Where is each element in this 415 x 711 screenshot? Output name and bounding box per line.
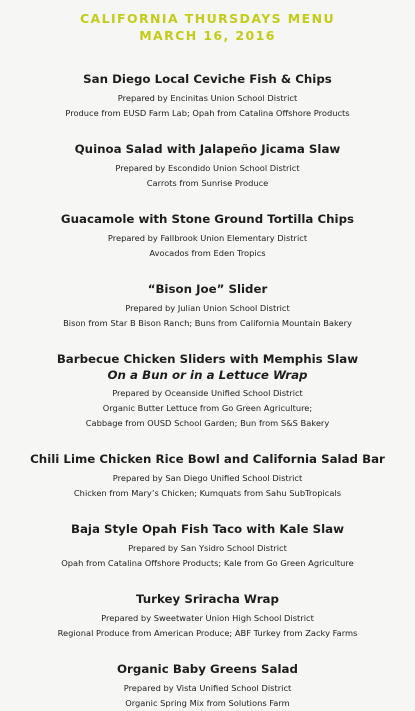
menu-item-prepared-by: Prepared by Sweetwater Union High School District [101,613,314,623]
menu-item-title: Organic Baby Greens Salad [117,662,298,676]
menu-item [0,451,415,501]
menu-item-subtitle: On a Bun or in a Lettuce Wrap [107,368,308,382]
menu-item-title: San Diego Local Ceviche Fish & Chips [83,72,332,86]
menu-item-prepared-by: Prepared by Escondido Union School District [115,163,300,173]
menu-item [0,661,415,711]
menu-item-title: “Bison Joe” Slider [147,282,268,296]
menu-item-sourcing: Carrots from Sunrise Produce [146,178,269,188]
menu-item-title: Quinoa Salad with Jalapeño Jicama Slaw [74,142,341,156]
menu-item [0,521,415,571]
menu-item-sourcing: Organic Spring Mix from Solutions Farm [125,698,290,708]
menu-item-title: Barbecue Chicken Sliders with Memphis Slaw [56,352,359,366]
menu-item [0,281,415,331]
menu-item-sourcing: Regional Produce from American Produce; ABF Turkey from Zacky Farms [57,628,358,638]
menu-item-sourcing: Produce from EUSD Farm Lab; Opah from Catalina Offshore Products [65,108,350,118]
menu-item [0,71,415,121]
menu-item-sourcing: Organic Butter Lettuce from Go Green Agriculture; [102,403,313,413]
menu-item-prepared-by: Prepared by San Ysidro School District [128,543,287,553]
menu-item [0,211,415,261]
menu-item-prepared-by: Prepared by Vista Unified School District [123,683,292,693]
menu-date: MARCH 16, 2016 [139,28,276,43]
menu-item-sourcing: Cabbage from OUSD School Garden; Bun from S&S Bakery [85,418,330,428]
menu-item-prepared-by: Prepared by San Diego Unified School District [112,473,303,483]
menu-item-prepared-by: Prepared by Encinitas Union School District [117,93,298,103]
menu-item-title: Baja Style Opah Fish Taco with Kale Slaw [70,522,345,536]
menu-item-prepared-by: Prepared by Fallbrook Union Elementary District [107,233,308,243]
menu-item-title: Turkey Sriracha Wrap [136,592,279,606]
menu-title: CALIFORNIA THURSDAYS MENU [79,11,335,26]
menu-item-sourcing: Bison from Star B Bison Ranch; Buns from California Mountain Bakery [63,318,352,328]
menu-item [0,141,415,191]
menu-item [0,591,415,641]
menu-item-prepared-by: Prepared by Oceanside Unified School District [112,388,303,398]
menu-item-title: Chili Lime Chicken Rice Bowl and California Salad Bar [30,452,385,466]
menu-item-sourcing: Avocados from Eden Tropics [149,248,266,258]
menu-item [0,351,415,431]
menu-item-prepared-by: Prepared by Julian Union School District [125,303,290,313]
menu-item-sourcing: Chicken from Mary’s Chicken; Kumquats from Sahu SubTropicals [73,488,342,498]
menu-item-sourcing: Opah from Catalina Offshore Products; Kale from Go Green Agriculture [61,558,354,568]
menu-header [0,10,415,44]
menu-item-title: Guacamole with Stone Ground Tortilla Chips [60,212,355,226]
